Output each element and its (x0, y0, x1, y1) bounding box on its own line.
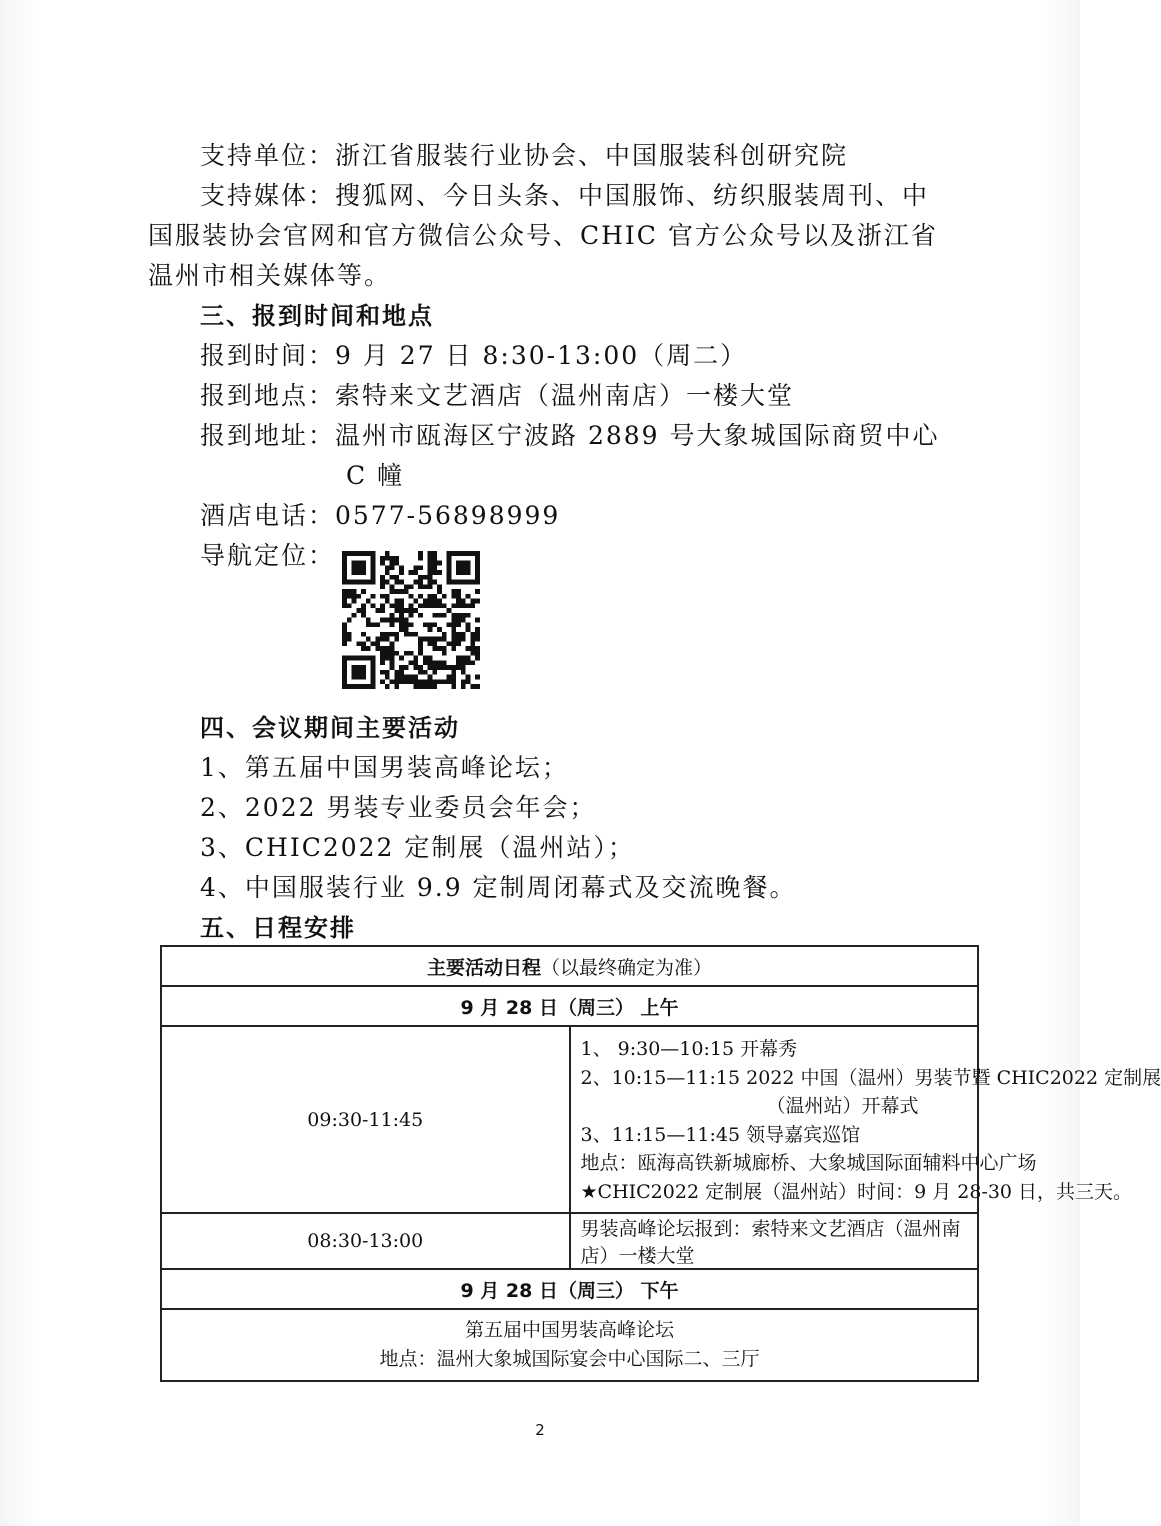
checkin-place: 报到地点：索特来文艺酒店（温州南店）一楼大堂 (200, 381, 795, 410)
activity-item-1: 1、第五届中国男装高峰论坛； (200, 753, 569, 782)
block2-time: 08:30-13:00 (161, 1213, 570, 1269)
morning-header: 9 月 28 日（周三） 上午 (161, 986, 978, 1026)
activity-item-2: 2、2022 男装专业委员会年会； (200, 793, 597, 822)
block1-line: 地点：瓯海高铁新城廊桥、大象城国际面辅料中心广场 (580, 1152, 1037, 1174)
block1-time: 09:30-11:45 (161, 1026, 570, 1213)
afternoon-header: 9 月 28 日（周三） 下午 (161, 1269, 978, 1309)
checkin-address-line2: C 幢 (346, 461, 405, 490)
forum-place: 地点：温州大象城国际宴会中心国际二、三厅 (379, 1348, 760, 1370)
block1-details (570, 1026, 1161, 1213)
forum-cell (161, 1309, 978, 1381)
hotel-phone: 酒店电话：0577-56898999 (200, 501, 561, 530)
block1-line: 3、11:15—11:45 领导嘉宾巡馆 (580, 1123, 861, 1146)
section3-heading: 三、报到时间和地点 (200, 302, 434, 330)
block2-text: 男装高峰论坛报到：索特来文艺酒店（温州南店）一楼大堂 (570, 1213, 979, 1269)
checkin-address-line1: 报到地址：温州市瓯海区宁波路 2889 号大象城国际商贸中心 (200, 421, 940, 450)
block1-line: 2、10:15—11:15 2022 中国（温州）男装节暨 CHIC2022 定制展 (580, 1066, 1161, 1089)
support-media-line3: 温州市相关媒体等。 (148, 261, 392, 290)
section5-heading: 五、日程安排 (200, 914, 356, 942)
schedule-table (160, 945, 1161, 1382)
support-units: 支持单位：浙江省服装行业协会、中国服装科创研究院 (200, 141, 849, 170)
forum-title: 第五届中国男装高峰论坛 (464, 1319, 674, 1341)
schedule-title-note: （以最终确定为准） (541, 956, 713, 979)
page-number: 2 (535, 1421, 545, 1439)
navigation-label: 导航定位： (200, 541, 336, 570)
section4-heading: 四、会议期间主要活动 (200, 714, 460, 742)
block1-line: ★CHIC2022 定制展（温州站）时间：9 月 28-30 日，共三天。 (580, 1180, 1133, 1203)
block1-line: （温州站）开幕式 (766, 1095, 919, 1117)
support-media-line1: 支持媒体：搜狐网、今日头条、中国服饰、纺织服装周刊、中 (200, 181, 930, 210)
activity-item-4: 4、中国服装行业 9.9 定制周闭幕式及交流晚餐。 (200, 873, 797, 902)
support-media-line2: 国服装协会官网和官方微信公众号、CHIC 官方公众号以及浙江省 (148, 221, 938, 250)
navigation-qr-code[interactable] (342, 551, 480, 689)
checkin-time: 报到时间：9 月 27 日 8:30-13:00（周二） (200, 341, 748, 370)
block1-line: 1、 9:30—10:15 开幕秀 (580, 1038, 798, 1060)
schedule-title-cell (161, 946, 978, 986)
schedule-title: 主要活动日程 (426, 956, 541, 979)
activity-item-3: 3、CHIC2022 定制展（温州站）； (200, 833, 635, 862)
